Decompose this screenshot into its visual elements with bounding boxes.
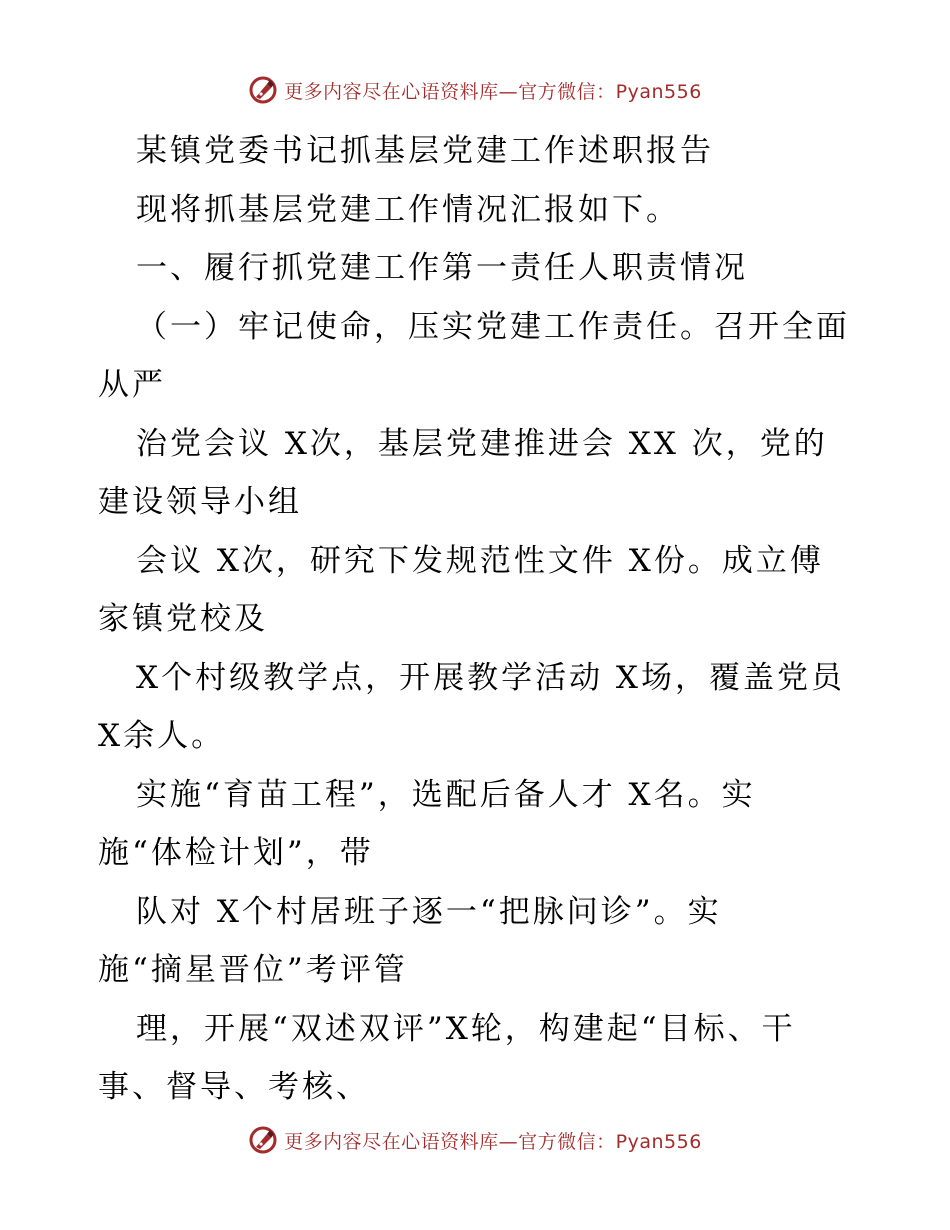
header-watermark — [0, 70, 950, 110]
paragraph-line: 现将抓基层党建工作情况汇报如下。 — [136, 191, 680, 228]
watermark-text: 更多内容尽在心语资料库—官方微信：Pyan556 — [284, 80, 702, 103]
paragraph-line: 施“摘星晋位”考评管 — [98, 952, 408, 988]
pen-nib-circle-icon — [248, 75, 278, 105]
watermark-text: 更多内容尽在心语资料库—官方微信：Pyan556 — [284, 1130, 702, 1153]
paragraph-line: 实施“育苗工程”，选配后备人才 X名。实 — [136, 776, 756, 813]
paragraph-line: 家镇党校及 — [98, 601, 268, 637]
paragraph-line: 治党会议 X次，基层党建推进会 XX 次，党的 — [136, 425, 828, 462]
paragraph-line: X个村级教学点，开展教学活动 X场，覆盖党员 — [136, 659, 845, 696]
document-body — [98, 122, 858, 1117]
section-heading: 一、履行抓党建工作第一责任人职责情况 — [136, 250, 748, 286]
paragraph-line: X余人。 — [98, 718, 226, 754]
paragraph-line: （一）牢记使命，压实党建工作责任。召开全面 — [136, 308, 850, 345]
pen-nib-circle-icon — [248, 1125, 278, 1155]
footer-watermark — [0, 1120, 950, 1160]
document-title: 某镇党委书记抓基层党建工作述职报告 — [136, 133, 714, 169]
paragraph-line: 建设领导小组 — [98, 484, 302, 520]
paragraph-line: 队对 X个村居班子逐一“把脉问诊”。实 — [136, 893, 722, 930]
paragraph-line: 理，开展“双述双评”X轮，构建起“目标、干 — [136, 1010, 796, 1047]
paragraph-line: 会议 X次，研究下发规范性文件 X份。成立傅 — [136, 542, 824, 579]
paragraph-line: 事、督导、考核、 — [98, 1069, 370, 1105]
paragraph-line: 施“体检计划”，带 — [98, 835, 374, 871]
paragraph-line: 从严 — [98, 367, 166, 403]
